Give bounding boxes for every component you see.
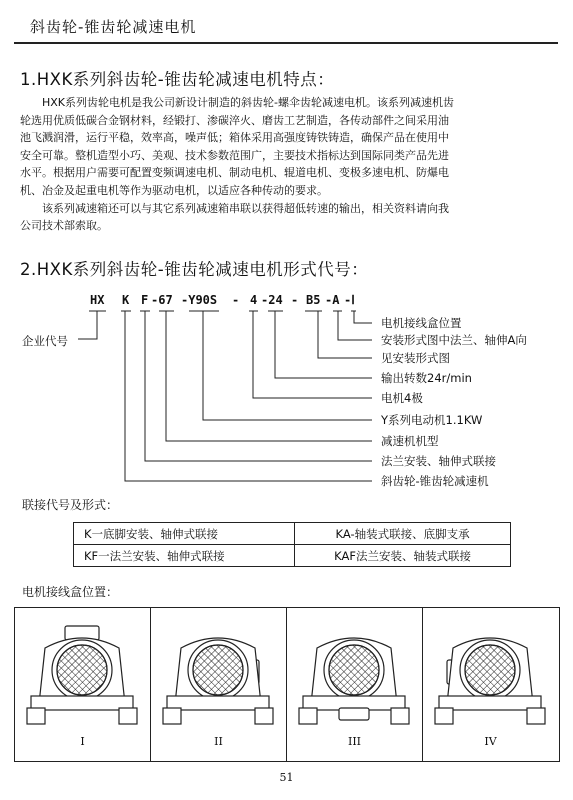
intro-line: 机、冶金及起重电机等作为驱动电机，以适应各种传动的要求。 — [20, 183, 328, 197]
intro-line: 公司技术部索取。 — [20, 219, 108, 233]
connection-table — [73, 522, 511, 567]
code-dash: - — [291, 293, 299, 307]
section2-title: 2.HXK系列斜齿轮-锥齿轮减速电机形式代号： — [20, 260, 369, 279]
terminal-position-cell — [287, 608, 423, 761]
code-y90s: -Y90S — [181, 293, 218, 307]
table-cell: K一底脚安装、轴伸式联接 — [74, 523, 295, 545]
code-dash: - — [232, 293, 240, 307]
code-terminal: -Ⅰ — [344, 293, 355, 307]
code-67: -67 — [151, 293, 173, 307]
intro-line: 池飞溅润滑，运行平稳，效率高，噪声低；箱体采用高强度铸铁铸造，确保产品在使用中 — [20, 131, 449, 145]
legend-terminal-box: 电机接线盒位置 — [381, 316, 462, 330]
table-cell: KA-轴装式联接、底脚支承 — [295, 523, 511, 545]
code-b5: B5 — [306, 293, 321, 307]
code-4: 4 — [250, 293, 258, 307]
motor-drawing-1 — [15, 608, 150, 733]
intro-line: 水平。根据用户需要可配置变频调速电机、制动电机、辊道电机、变极多速电机、防爆电 — [20, 166, 449, 180]
terminal-box-panel — [14, 607, 560, 762]
legend-output-speed: 输出转数24r/min — [381, 371, 472, 385]
legend-flange-mounting: 法兰安装、轴伸式联接 — [381, 454, 496, 468]
position-label: IV — [484, 735, 497, 748]
intro-line: HXK系列齿轮电机是我公司新设计制造的斜齿轮-螺伞齿轮减速电机。该系列减速机齿 — [42, 96, 454, 109]
legend-see-mounting: 见安装形式图 — [381, 351, 450, 365]
terminal-box-title: 电机接线盒位置： — [22, 585, 119, 599]
intro-line: 安全可靠。整机造型小巧、美观、技术参数范围广，主要技术指标达到国际同类产品先进 — [20, 148, 449, 162]
position-label: I — [80, 735, 85, 748]
code-k: K — [122, 293, 130, 307]
position-label: III — [347, 735, 362, 748]
legend-reducer-type: 斜齿轮-锥齿轮减速机 — [381, 474, 489, 488]
terminal-position-cell — [423, 608, 558, 761]
code-24: -24 — [261, 293, 283, 307]
motor-drawing-2 — [151, 608, 286, 733]
table-cell: KAF法兰安装、轴装式联接 — [295, 545, 511, 567]
table-cell: KF一法兰安装、轴伸式联接 — [74, 545, 295, 567]
connection-title: 联接代号及形式： — [22, 498, 119, 512]
intro-line: 该系列减速箱还可以与其它系列减速箱串联以获得超低转速的输出，相关资料请向我 — [42, 201, 449, 215]
legend-reducer-model: 减速机机型 — [381, 434, 439, 448]
position-label: II — [214, 735, 223, 748]
terminal-position-cell — [151, 608, 287, 761]
table-row — [74, 523, 511, 545]
table-row — [74, 545, 511, 567]
intro-line: 轮选用优质低碳合金钢材料，经锻打、渗碳淬火、磨齿工艺制造，各传动部件之间采用油 — [20, 113, 449, 127]
legend-motor-power: Y系列电动机1.1KW — [381, 413, 483, 427]
code-a: -A — [325, 293, 340, 307]
enterprise-code-label: 企业代号 — [22, 334, 68, 348]
legend-mounting-direction: 安装形式图中法兰、轴伸A向 — [381, 333, 527, 347]
motor-drawing-4 — [423, 608, 558, 733]
page-header: 斜齿轮-锥齿轮减速电机 — [30, 18, 197, 36]
page-number: 51 — [279, 771, 294, 784]
code-f: F — [141, 293, 149, 307]
motor-drawing-3 — [287, 608, 422, 733]
legend-motor-poles: 电机4极 — [381, 391, 423, 405]
code-hx: HX — [90, 293, 105, 307]
section1-title: 1.HXK系列斜齿轮-锥齿轮减速电机特点： — [20, 70, 335, 89]
terminal-position-cell — [15, 608, 151, 761]
